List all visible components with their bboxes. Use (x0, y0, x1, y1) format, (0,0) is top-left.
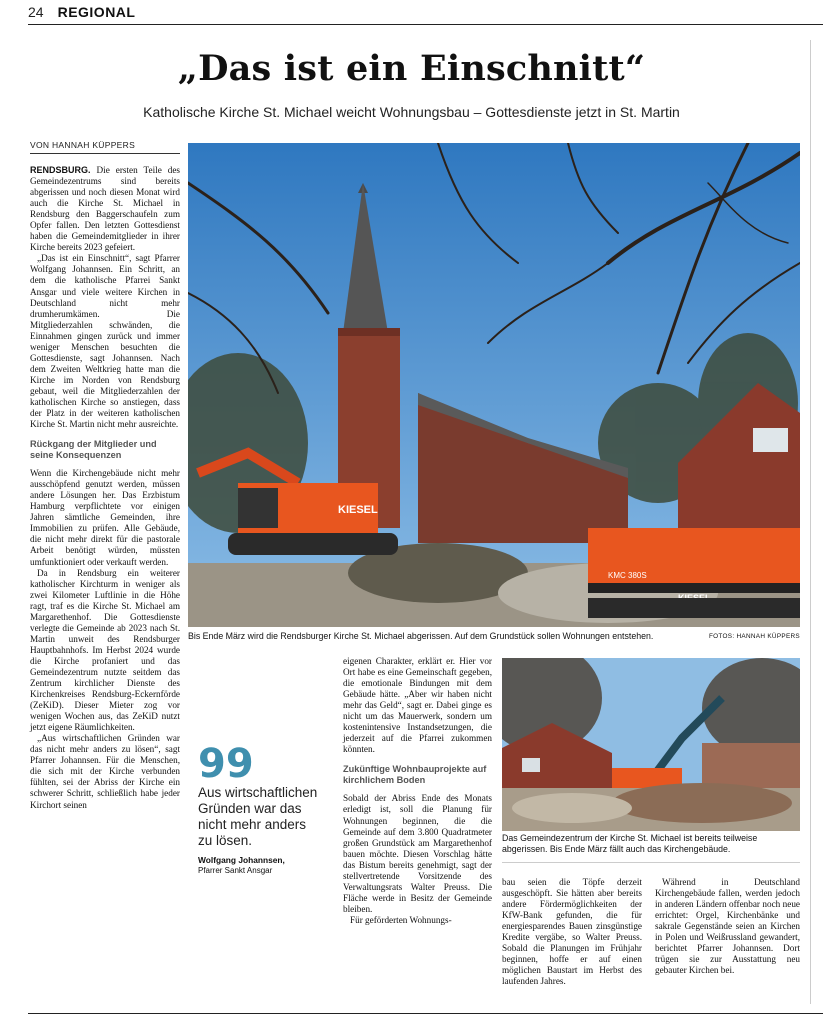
article-column-2 (343, 656, 492, 926)
excavator-left-label: KIESEL (338, 504, 378, 516)
quote-author: Wolfgang Johannsen, (198, 855, 285, 865)
paragraph: Sobald der Abriss Ende des Monats erledigt ist, soll die Planung für Wohnungen beginnen, die die Gemeinde auf dem 3.800 Quadratmeter großen Grundstück am Margarethenhof bauen möchte. Diesen Vorschlag hätte das Bistum bereits genehmigt, sagt der stellvertretende Vorsitzende des Verwaltungsrats Walter Preuss. Die Fläche werde in Besitz der Gemeinde bleiben. (343, 793, 492, 914)
paragraph: Für geförderten Wohnungs- (350, 914, 452, 925)
footer-rule (28, 1013, 823, 1014)
paragraph: eigenen Charakter, erklärt er. Hier vor Ort habe es eine Gemeinschaft gegeben, die emotionale Bindungen mit dem Gebäude hätte. „Aber wir haben nicht mehr das Geld“, sagt er. Dabei ginge es nicht um das Mauerwerk, sondern um kostenintensive Instandsetzungen, die jederzeit auf die Pfarrei zukommen könnten. (343, 656, 492, 755)
quote-mark-icon: 99 (198, 741, 254, 787)
excavator-right-model: KMC 380S (608, 571, 647, 580)
paragraph: bau seien die Töpfe derzeit ausgeschöpft. Sie hätten aber bereits andere Fördermöglichkeiten der KfW-Bank gefunden, die für energiesparendes Bauen zinsgünstige Kredite vergäbe, so Walter Preuss. Sobald die Planungen im Frühjahr beginnen, hoffe er auf einen möglichen Baustart im Herbst des laufenden Jahres. (502, 877, 642, 987)
byline: VON HANNAH KÜPPERS (30, 140, 136, 150)
quote-text: Aus wirtschaftlichen Gründen war das nicht mehr anders zu lösen. (198, 785, 318, 848)
main-photo (188, 143, 800, 627)
subheadline: Katholische Kirche St. Michael weicht Wohnungsbau – Gottesdienste jetzt in St. Martin (143, 104, 680, 120)
secondary-photo-caption: Das Gemeindezentrum der Kirche St. Michael ist bereits teilweise abgerissen. Bis Ende März fällt auch das Kirchengebäude. (502, 833, 758, 854)
page-number: 24 (28, 4, 44, 20)
main-photo-caption: Bis Ende März wird die Rendsburger Kirche St. Michael abgerissen. Auf dem Grundstück sollen Wohnungen entstehen. (188, 631, 654, 641)
secondary-photo (502, 658, 800, 831)
paragraph: „Aus wirtschaftlichen Gründen war das nicht mehr anders zu lösen“, sagt Pfarrer Johannsen. Für die Menschen, die sich mit der Kirche verbunden fühlten, sei der Abriss der Kirche ein schwerer Schritt, schließlich habe jeder Kirchort seinen (30, 733, 180, 810)
header-rule (28, 24, 823, 25)
caption-rule (502, 862, 800, 863)
page-header (28, 4, 135, 24)
byline-rule (30, 153, 180, 154)
community-center-demolition-illustration (502, 658, 800, 831)
section-title: REGIONAL (57, 4, 136, 20)
subheading-housing: Zukünftige Wohnbauprojekte auf kirchlichem Boden (343, 764, 487, 786)
article-column-3 (502, 877, 642, 987)
paragraph-text: Die ersten Teile des Gemeindezentrums sind bereits abgerissen und noch diesen Monat wird auch die Kirche St. Michael in Rendsburg den Baggerschaufeln zum Opfer fallen. Den letzten Gottesdienst haben die Gemeindemitglieder in ihrer Kirche bereits 2023 gefeiert. (30, 165, 181, 253)
headline: „Das ist ein Einschnitt“ (177, 48, 646, 89)
paragraph: „Das ist ein Einschnitt“, sagt Pfarrer Wolfgang Johannsen. Ein Schritt, an dem die katholische Pfarrei Sankt Ansgar und viele weitere Kirchen in Deutschland nicht mehr drumherumkämen. Die Mitgliederzahlen schwänden, die Einnahmen gingen zurück und immer weniger Menschen besuchten die Gottesdienste, sagt Johannsen. Nach dem Zweiten Weltkrieg hatte man die Kirche im Norden von Rendsburg gebaut, weil die Mitgliederzahlen der katholischen Kirche so anstiegen, dass der Platz in der weiteren katholischen Kirche St. Martin nicht mehr ausreichte. (30, 253, 180, 430)
church-demolition-illustration (188, 143, 800, 627)
paragraph: Wenn die Kirchengebäude nicht mehr ausschöpfend genutzt werden, müssen andere Lösungen her. Das Erzbistum Hamburg verpflichtete vor einigen Jahren sämtliche Gemeinden, ihre Immobilien zu prüfen. Alle Gebäude, die nicht mehr direkt für die pastorale Arbeit benötigt würden, müssten umfunktioniert oder verkauft werden. (30, 468, 180, 567)
pull-quote (198, 741, 318, 875)
quote-role: Pfarrer Sankt Ansgar (198, 866, 273, 875)
main-photo-caption-row (188, 631, 800, 641)
column-rule-right (810, 40, 811, 1004)
paragraph: Während in Deutschland Kirchengebäude fallen, werden jedoch in anderen Ländern offenbar noch neue errichtet: Orgel, Kirchenbänke und sakrale Gegenstände seien an Kirchen in Polen und Weißrussland gewandert, berichtet Pfarrer Johannsen. Dort trügen sie zur Ausstattung neu gebauter Kirchen bei. (655, 877, 800, 976)
photo-credit: FOTOS: HANNAH KÜPPERS (708, 633, 800, 640)
paragraph (30, 165, 180, 253)
subheading-membership: Rückgang der Mitglieder und seine Konsequenzen (30, 439, 157, 461)
dateline: RENDSBURG. (30, 165, 91, 175)
article-column-1 (30, 165, 180, 811)
article-column-4 (655, 877, 800, 976)
paragraph: Da in Rendsburg ein weiterer katholischer Kirchturm in weniger als zwei Kilometer Luftlinie in die Höhe ragt, traf es die Kirche St. Michael am Margarethenhof. Die Gottesdienste verlegte die Gemeinde ab 2023 nach St. Martin unweit des Rendsburger Hauptbahnhofs. Im Herbst 2024 wurde die Kirche profaniert und das Gemeindezentrum nutzte seitdem das Zentrum kirchlicher Dienste des Kirchenkreises Rendsburg-Eckernförde (ZeKiD). Dieser Mieter zog vor wenigen Wochen aus, das ZeKiD nutzt jetzt eigene Räumlichkeiten. (30, 567, 180, 733)
